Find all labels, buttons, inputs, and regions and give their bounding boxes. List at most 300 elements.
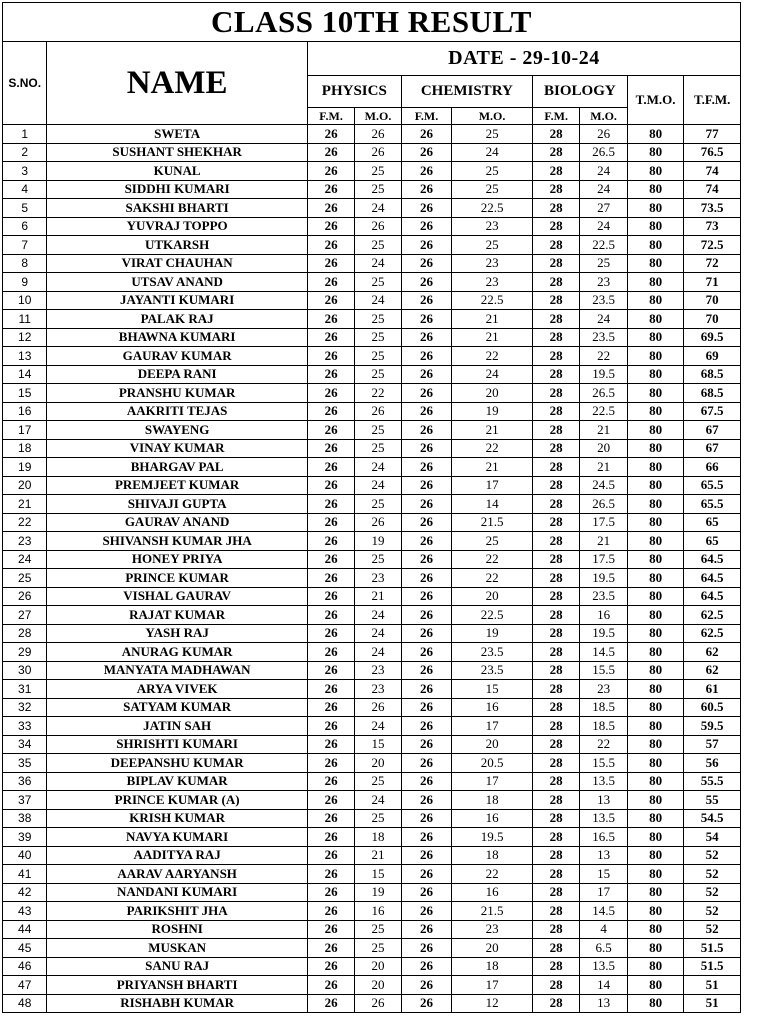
physics-fm: 26 bbox=[307, 217, 354, 236]
sno-cell: 11 bbox=[3, 310, 47, 329]
physics-fm: 26 bbox=[307, 291, 354, 310]
biology-fm: 28 bbox=[532, 162, 579, 181]
chemistry-fm: 26 bbox=[401, 439, 451, 458]
biology-fm: 28 bbox=[532, 994, 579, 1013]
biology-fm: 28 bbox=[532, 199, 579, 218]
sno-cell: 16 bbox=[3, 402, 47, 421]
student-name: SANU RAJ bbox=[47, 957, 307, 976]
tfm-cell: 67 bbox=[684, 421, 741, 440]
chemistry-mo: 25 bbox=[452, 125, 533, 144]
chemistry-mo: 16 bbox=[452, 809, 533, 828]
sno-cell: 36 bbox=[3, 772, 47, 791]
chemistry-mo: 25 bbox=[452, 532, 533, 551]
tmo-cell: 80 bbox=[627, 458, 684, 477]
chemistry-mo: 23 bbox=[452, 273, 533, 292]
table-row bbox=[3, 661, 741, 680]
tfm-cell: 65 bbox=[684, 532, 741, 551]
table-row bbox=[3, 606, 741, 625]
sno-cell: 42 bbox=[3, 883, 47, 902]
sno-cell: 3 bbox=[3, 162, 47, 181]
sno-cell: 17 bbox=[3, 421, 47, 440]
table-row bbox=[3, 624, 741, 643]
chemistry-fm: 26 bbox=[401, 310, 451, 329]
tmo-cell: 80 bbox=[627, 735, 684, 754]
sno-cell: 14 bbox=[3, 365, 47, 384]
biology-mo: 24 bbox=[580, 310, 627, 329]
student-name: NANDANI KUMARI bbox=[47, 883, 307, 902]
biology-fm: 28 bbox=[532, 384, 579, 403]
table-row bbox=[3, 957, 741, 976]
physics-fm: 26 bbox=[307, 643, 354, 662]
physics-fm: 26 bbox=[307, 920, 354, 939]
table-row bbox=[3, 199, 741, 218]
student-name: KRISH KUMAR bbox=[47, 809, 307, 828]
biology-mo: 15.5 bbox=[580, 754, 627, 773]
chemistry-fm: 26 bbox=[401, 606, 451, 625]
chemistry-mo: 17 bbox=[452, 717, 533, 736]
chemistry-mo: 22.5 bbox=[452, 291, 533, 310]
biology-fm: 28 bbox=[532, 365, 579, 384]
sno-cell: 47 bbox=[3, 976, 47, 995]
table-row bbox=[3, 569, 741, 588]
biology-mo: 13 bbox=[580, 994, 627, 1013]
physics-fm: 26 bbox=[307, 439, 354, 458]
tfm-cell: 62.5 bbox=[684, 624, 741, 643]
student-name: UTSAV ANAND bbox=[47, 273, 307, 292]
sno-cell: 21 bbox=[3, 495, 47, 514]
tmo-cell: 80 bbox=[627, 550, 684, 569]
biology-mo: 17.5 bbox=[580, 513, 627, 532]
chemistry-fm: 26 bbox=[401, 162, 451, 181]
student-name: ROSHNI bbox=[47, 920, 307, 939]
sno-cell: 9 bbox=[3, 273, 47, 292]
table-row bbox=[3, 143, 741, 162]
physics-fm: 26 bbox=[307, 698, 354, 717]
physics-fm: 26 bbox=[307, 735, 354, 754]
student-name: AARAV AARYANSH bbox=[47, 865, 307, 884]
physics-mo: 26 bbox=[355, 217, 401, 236]
chemistry-fm: 26 bbox=[401, 125, 451, 144]
biology-mo: 16 bbox=[580, 606, 627, 625]
biology-fm: 28 bbox=[532, 421, 579, 440]
student-name: GAURAV ANAND bbox=[47, 513, 307, 532]
physics-mo: 25 bbox=[355, 162, 401, 181]
table-row bbox=[3, 495, 741, 514]
chemistry-fm: 26 bbox=[401, 273, 451, 292]
tmo-cell: 80 bbox=[627, 125, 684, 144]
biology-mo: 24 bbox=[580, 162, 627, 181]
chemistry-mo: 23 bbox=[452, 254, 533, 273]
tfm-cell: 62.5 bbox=[684, 606, 741, 625]
physics-mo: 22 bbox=[355, 384, 401, 403]
biology-fm: 28 bbox=[532, 328, 579, 347]
tfm-cell: 71 bbox=[684, 273, 741, 292]
biology-mo: 21 bbox=[580, 458, 627, 477]
chemistry-mo: 22 bbox=[452, 347, 533, 366]
biology-fm: 28 bbox=[532, 532, 579, 551]
chemistry-fm: 26 bbox=[401, 254, 451, 273]
biology-fm: 28 bbox=[532, 217, 579, 236]
tfm-header: T.F.M. bbox=[684, 76, 741, 125]
tfm-cell: 51.5 bbox=[684, 957, 741, 976]
physics-mo: 19 bbox=[355, 532, 401, 551]
student-name: DEEPA RANI bbox=[47, 365, 307, 384]
biology-mo: 20 bbox=[580, 439, 627, 458]
biology-mo: 13 bbox=[580, 846, 627, 865]
chemistry-fm: 26 bbox=[401, 291, 451, 310]
sno-cell: 18 bbox=[3, 439, 47, 458]
physics-fm: 26 bbox=[307, 365, 354, 384]
student-name: SHIVANSH KUMAR JHA bbox=[47, 532, 307, 551]
physics-mo: 26 bbox=[355, 513, 401, 532]
sno-cell: 13 bbox=[3, 347, 47, 366]
chemistry-mo: 19 bbox=[452, 624, 533, 643]
tmo-cell: 80 bbox=[627, 624, 684, 643]
physics-mo: 24 bbox=[355, 291, 401, 310]
tfm-cell: 73 bbox=[684, 217, 741, 236]
chemistry-fm: 26 bbox=[401, 550, 451, 569]
tmo-cell: 80 bbox=[627, 865, 684, 884]
biology-fm: 28 bbox=[532, 772, 579, 791]
sno-cell: 20 bbox=[3, 476, 47, 495]
tmo-cell: 80 bbox=[627, 199, 684, 218]
physics-fm: 26 bbox=[307, 236, 354, 255]
tmo-cell: 80 bbox=[627, 883, 684, 902]
tfm-cell: 68.5 bbox=[684, 365, 741, 384]
tfm-cell: 62 bbox=[684, 643, 741, 662]
tmo-header: T.M.O. bbox=[627, 76, 684, 125]
physics-fm: 26 bbox=[307, 180, 354, 199]
physics-fm: 26 bbox=[307, 939, 354, 958]
biology-fm: 28 bbox=[532, 883, 579, 902]
physics-mo: 23 bbox=[355, 680, 401, 699]
tmo-cell: 80 bbox=[627, 365, 684, 384]
student-name: PARIKSHIT JHA bbox=[47, 902, 307, 921]
biology-fm: 28 bbox=[532, 143, 579, 162]
tmo-cell: 80 bbox=[627, 791, 684, 810]
physics-mo: 25 bbox=[355, 920, 401, 939]
biology-mo: 14.5 bbox=[580, 643, 627, 662]
biology-mo-header: M.O. bbox=[580, 108, 627, 125]
physics-fm: 26 bbox=[307, 865, 354, 884]
biology-mo: 19.5 bbox=[580, 365, 627, 384]
student-name: BIPLAV KUMAR bbox=[47, 772, 307, 791]
physics-mo: 26 bbox=[355, 994, 401, 1013]
sno-cell: 12 bbox=[3, 328, 47, 347]
biology-mo: 6.5 bbox=[580, 939, 627, 958]
table-row bbox=[3, 939, 741, 958]
table-row bbox=[3, 587, 741, 606]
physics-fm: 26 bbox=[307, 532, 354, 551]
tmo-cell: 80 bbox=[627, 384, 684, 403]
tmo-cell: 80 bbox=[627, 828, 684, 847]
physics-mo: 25 bbox=[355, 421, 401, 440]
chemistry-mo: 25 bbox=[452, 162, 533, 181]
sno-cell: 30 bbox=[3, 661, 47, 680]
chemistry-fm: 26 bbox=[401, 402, 451, 421]
physics-fm: 26 bbox=[307, 902, 354, 921]
tmo-cell: 80 bbox=[627, 143, 684, 162]
chemistry-fm-header: F.M. bbox=[401, 108, 451, 125]
chemistry-fm: 26 bbox=[401, 143, 451, 162]
tfm-cell: 51 bbox=[684, 994, 741, 1013]
biology-mo: 23 bbox=[580, 273, 627, 292]
biology-fm: 28 bbox=[532, 661, 579, 680]
physics-mo: 24 bbox=[355, 717, 401, 736]
biology-fm-header: F.M. bbox=[532, 108, 579, 125]
tfm-cell: 55 bbox=[684, 791, 741, 810]
physics-fm-header: F.M. bbox=[307, 108, 354, 125]
physics-mo: 25 bbox=[355, 273, 401, 292]
tmo-cell: 80 bbox=[627, 402, 684, 421]
sno-cell: 33 bbox=[3, 717, 47, 736]
table-row bbox=[3, 328, 741, 347]
physics-fm: 26 bbox=[307, 587, 354, 606]
biology-fm: 28 bbox=[532, 513, 579, 532]
table-row bbox=[3, 217, 741, 236]
student-name: MANYATA MADHAWAN bbox=[47, 661, 307, 680]
table-row bbox=[3, 865, 741, 884]
biology-mo: 17.5 bbox=[580, 550, 627, 569]
chemistry-mo: 21 bbox=[452, 421, 533, 440]
physics-fm: 26 bbox=[307, 661, 354, 680]
biology-fm: 28 bbox=[532, 439, 579, 458]
table-row bbox=[3, 384, 741, 403]
table-row bbox=[3, 402, 741, 421]
tmo-cell: 80 bbox=[627, 236, 684, 255]
chemistry-fm: 26 bbox=[401, 698, 451, 717]
tfm-cell: 64.5 bbox=[684, 587, 741, 606]
physics-mo: 23 bbox=[355, 661, 401, 680]
biology-mo: 26.5 bbox=[580, 143, 627, 162]
chemistry-fm: 26 bbox=[401, 624, 451, 643]
chemistry-mo: 19.5 bbox=[452, 828, 533, 847]
biology-fm: 28 bbox=[532, 976, 579, 995]
biology-fm: 28 bbox=[532, 310, 579, 329]
chemistry-mo: 21.5 bbox=[452, 902, 533, 921]
physics-fm: 26 bbox=[307, 199, 354, 218]
chemistry-fm: 26 bbox=[401, 791, 451, 810]
physics-fm: 26 bbox=[307, 550, 354, 569]
student-name: SWETA bbox=[47, 125, 307, 144]
tfm-cell: 52 bbox=[684, 920, 741, 939]
student-name: VINAY KUMAR bbox=[47, 439, 307, 458]
physics-mo: 25 bbox=[355, 550, 401, 569]
chemistry-mo: 20.5 bbox=[452, 754, 533, 773]
chemistry-mo: 20 bbox=[452, 735, 533, 754]
student-name: SATYAM KUMAR bbox=[47, 698, 307, 717]
chemistry-fm: 26 bbox=[401, 735, 451, 754]
sno-cell: 22 bbox=[3, 513, 47, 532]
tfm-cell: 76.5 bbox=[684, 143, 741, 162]
sno-cell: 46 bbox=[3, 957, 47, 976]
tmo-cell: 80 bbox=[627, 606, 684, 625]
tfm-cell: 73.5 bbox=[684, 199, 741, 218]
biology-mo: 23 bbox=[580, 680, 627, 699]
physics-mo: 19 bbox=[355, 883, 401, 902]
biology-mo: 24.5 bbox=[580, 476, 627, 495]
physics-fm: 26 bbox=[307, 495, 354, 514]
table-row bbox=[3, 310, 741, 329]
tfm-cell: 54.5 bbox=[684, 809, 741, 828]
tfm-cell: 60.5 bbox=[684, 698, 741, 717]
tfm-cell: 52 bbox=[684, 883, 741, 902]
sno-cell: 27 bbox=[3, 606, 47, 625]
physics-mo: 24 bbox=[355, 476, 401, 495]
student-name: ARYA VIVEK bbox=[47, 680, 307, 699]
tfm-cell: 72 bbox=[684, 254, 741, 273]
chemistry-fm: 26 bbox=[401, 661, 451, 680]
table-row bbox=[3, 902, 741, 921]
chemistry-fm: 26 bbox=[401, 384, 451, 403]
biology-fm: 28 bbox=[532, 698, 579, 717]
biology-mo: 23.5 bbox=[580, 328, 627, 347]
table-row bbox=[3, 846, 741, 865]
biology-mo: 26.5 bbox=[580, 495, 627, 514]
chemistry-mo: 24 bbox=[452, 365, 533, 384]
student-name: DEEPANSHU KUMAR bbox=[47, 754, 307, 773]
biology-mo: 18.5 bbox=[580, 717, 627, 736]
tfm-cell: 51 bbox=[684, 976, 741, 995]
student-name: AAKRITI TEJAS bbox=[47, 402, 307, 421]
tmo-cell: 80 bbox=[627, 661, 684, 680]
physics-mo: 26 bbox=[355, 125, 401, 144]
biology-fm: 28 bbox=[532, 254, 579, 273]
student-name: JATIN SAH bbox=[47, 717, 307, 736]
biology-fm: 28 bbox=[532, 347, 579, 366]
biology-mo: 14 bbox=[580, 976, 627, 995]
physics-fm: 26 bbox=[307, 143, 354, 162]
table-row bbox=[3, 883, 741, 902]
chemistry-fm: 26 bbox=[401, 532, 451, 551]
chemistry-fm: 26 bbox=[401, 883, 451, 902]
student-name: SAKSHI BHARTI bbox=[47, 199, 307, 218]
tmo-cell: 80 bbox=[627, 976, 684, 995]
tfm-cell: 67 bbox=[684, 439, 741, 458]
table-row bbox=[3, 698, 741, 717]
physics-fm: 26 bbox=[307, 624, 354, 643]
tmo-cell: 80 bbox=[627, 920, 684, 939]
biology-fm: 28 bbox=[532, 680, 579, 699]
biology-mo: 13.5 bbox=[580, 809, 627, 828]
chemistry-fm: 26 bbox=[401, 939, 451, 958]
tmo-cell: 80 bbox=[627, 310, 684, 329]
sno-cell: 35 bbox=[3, 754, 47, 773]
biology-mo: 19.5 bbox=[580, 624, 627, 643]
chemistry-fm: 26 bbox=[401, 772, 451, 791]
biology-mo: 26 bbox=[580, 125, 627, 144]
biology-mo: 13.5 bbox=[580, 772, 627, 791]
table-row bbox=[3, 476, 741, 495]
sno-cell: 39 bbox=[3, 828, 47, 847]
biology-fm: 28 bbox=[532, 846, 579, 865]
sno-cell: 48 bbox=[3, 994, 47, 1013]
biology-fm: 28 bbox=[532, 495, 579, 514]
chemistry-mo: 23.5 bbox=[452, 661, 533, 680]
chemistry-fm: 26 bbox=[401, 199, 451, 218]
tmo-cell: 80 bbox=[627, 643, 684, 662]
chemistry-fm: 26 bbox=[401, 976, 451, 995]
tfm-cell: 66 bbox=[684, 458, 741, 477]
result-rows bbox=[3, 125, 741, 1013]
sno-cell: 29 bbox=[3, 643, 47, 662]
biology-mo: 21 bbox=[580, 421, 627, 440]
physics-mo: 26 bbox=[355, 698, 401, 717]
chemistry-fm: 26 bbox=[401, 365, 451, 384]
tfm-cell: 57 bbox=[684, 735, 741, 754]
table-row bbox=[3, 754, 741, 773]
sno-cell: 5 bbox=[3, 199, 47, 218]
student-name: BHARGAV PAL bbox=[47, 458, 307, 477]
table-row bbox=[3, 772, 741, 791]
student-name: YUVRAJ TOPPO bbox=[47, 217, 307, 236]
tfm-cell: 74 bbox=[684, 180, 741, 199]
tfm-cell: 77 bbox=[684, 125, 741, 144]
student-name: PRINCE KUMAR (A) bbox=[47, 791, 307, 810]
physics-fm: 26 bbox=[307, 162, 354, 181]
biology-mo: 22 bbox=[580, 735, 627, 754]
tmo-cell: 80 bbox=[627, 717, 684, 736]
physics-fm: 26 bbox=[307, 569, 354, 588]
biology-mo: 21 bbox=[580, 532, 627, 551]
chemistry-mo: 18 bbox=[452, 846, 533, 865]
tmo-cell: 80 bbox=[627, 587, 684, 606]
biology-mo: 22.5 bbox=[580, 402, 627, 421]
physics-mo: 25 bbox=[355, 772, 401, 791]
sno-cell: 23 bbox=[3, 532, 47, 551]
student-name: PRINCE KUMAR bbox=[47, 569, 307, 588]
chemistry-fm: 26 bbox=[401, 643, 451, 662]
chemistry-mo: 25 bbox=[452, 236, 533, 255]
chemistry-mo: 21.5 bbox=[452, 513, 533, 532]
chemistry-fm: 26 bbox=[401, 347, 451, 366]
physics-fm: 26 bbox=[307, 421, 354, 440]
sno-cell: 45 bbox=[3, 939, 47, 958]
chemistry-mo-header: M.O. bbox=[452, 108, 533, 125]
chemistry-fm: 26 bbox=[401, 421, 451, 440]
chemistry-mo: 23 bbox=[452, 920, 533, 939]
subject-header-physics: PHYSICS bbox=[307, 76, 401, 108]
student-name: BHAWNA KUMARI bbox=[47, 328, 307, 347]
physics-mo: 16 bbox=[355, 902, 401, 921]
physics-mo: 21 bbox=[355, 846, 401, 865]
physics-mo: 24 bbox=[355, 606, 401, 625]
biology-mo: 24 bbox=[580, 217, 627, 236]
physics-fm: 26 bbox=[307, 809, 354, 828]
biology-mo: 22 bbox=[580, 347, 627, 366]
physics-fm: 26 bbox=[307, 328, 354, 347]
page-title: CLASS 10TH RESULT bbox=[3, 3, 741, 42]
sno-cell: 37 bbox=[3, 791, 47, 810]
tmo-cell: 80 bbox=[627, 291, 684, 310]
chemistry-fm: 26 bbox=[401, 865, 451, 884]
student-name: KUNAL bbox=[47, 162, 307, 181]
table-row bbox=[3, 236, 741, 255]
chemistry-mo: 22 bbox=[452, 550, 533, 569]
tmo-cell: 80 bbox=[627, 421, 684, 440]
tmo-cell: 80 bbox=[627, 939, 684, 958]
sno-cell: 10 bbox=[3, 291, 47, 310]
tmo-cell: 80 bbox=[627, 217, 684, 236]
physics-mo: 25 bbox=[355, 310, 401, 329]
biology-fm: 28 bbox=[532, 569, 579, 588]
table-row bbox=[3, 347, 741, 366]
physics-fm: 26 bbox=[307, 976, 354, 995]
physics-mo: 18 bbox=[355, 828, 401, 847]
table-row bbox=[3, 828, 741, 847]
student-name: PALAK RAJ bbox=[47, 310, 307, 329]
chemistry-mo: 12 bbox=[452, 994, 533, 1013]
